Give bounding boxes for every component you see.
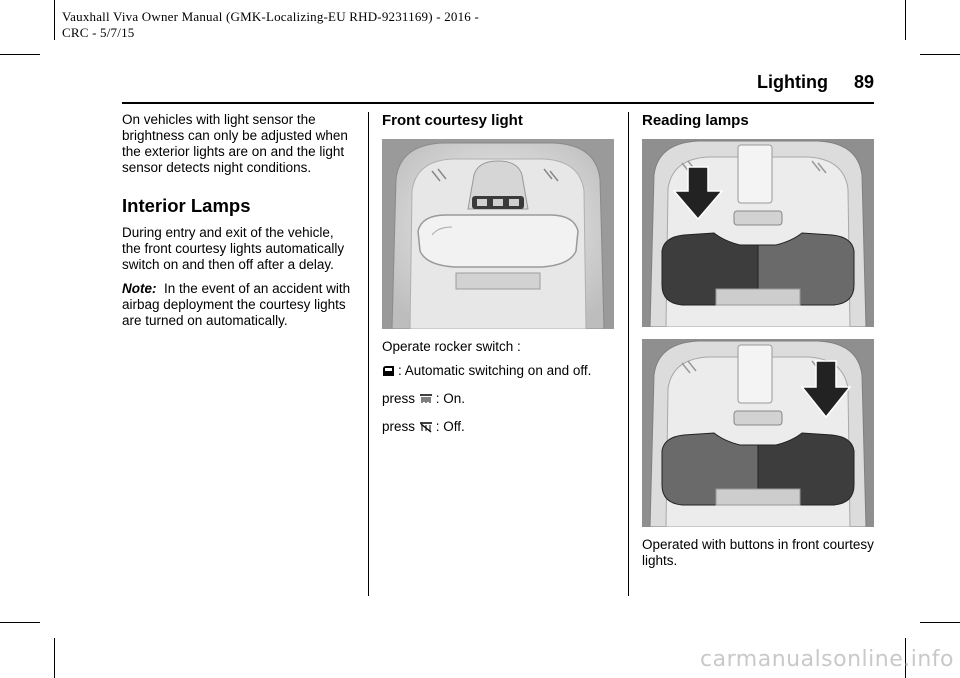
- crop-mark: [0, 54, 40, 55]
- subsection-heading: Front courtesy light: [382, 112, 523, 129]
- column-left: [122, 112, 354, 337]
- crop-mark: [0, 622, 40, 623]
- body-paragraph: During entry and exit of the vehicle, the front courtesy lights automatically switch on and then off after a delay.: [122, 225, 345, 272]
- switch-auto-text: : Automatic switching on and off.: [398, 363, 592, 378]
- light-off-icon: [419, 421, 433, 433]
- figure-caption: Operate rocker switch :: [382, 339, 521, 354]
- light-on-icon: [419, 393, 433, 405]
- crop-mark: [54, 638, 55, 678]
- column-middle: [382, 112, 614, 443]
- switch-off-text: : Off.: [435, 419, 465, 434]
- reading-lamp-right-illustration: [642, 339, 874, 527]
- note-text: In the event of an accident with airbag deployment the courtesy lights are turned on automatically.: [122, 281, 351, 328]
- note-paragraph: [122, 281, 354, 329]
- press-label: press: [382, 419, 416, 434]
- figure-caption: Operated with buttons in front courtesy lights.: [642, 537, 874, 568]
- crop-mark: [920, 622, 960, 623]
- subsection-heading: Reading lamps: [642, 112, 749, 129]
- page-number: 89: [853, 72, 874, 92]
- courtesy-light-illustration: [382, 139, 614, 329]
- meta-line: Vauxhall Viva Owner Manual (GMK-Localizing-EU RHD-9231169) - 2016 -: [62, 9, 479, 24]
- switch-item-auto: [382, 363, 614, 379]
- column-divider: [628, 112, 629, 596]
- press-label: press: [382, 391, 416, 406]
- crop-mark: [54, 0, 55, 40]
- section-heading: Interior Lamps: [122, 195, 251, 216]
- switch-item-on: [382, 391, 614, 407]
- switch-on-text: : On.: [435, 391, 466, 406]
- header-rule: [122, 102, 874, 104]
- column-right: [642, 112, 874, 577]
- crop-mark: [905, 0, 906, 40]
- door-icon: [382, 365, 395, 377]
- column-divider: [368, 112, 369, 596]
- note-label: Note:: [122, 281, 157, 296]
- page-header: [757, 72, 874, 93]
- meta-line: CRC - 5/7/15: [62, 25, 135, 40]
- section-title: Lighting: [756, 72, 828, 92]
- reading-lamp-left-illustration: [642, 139, 874, 327]
- intro-paragraph: On vehicles with light sensor the brightness can only be adjusted when the exterior lights are on and the light sensor detects night conditions.: [122, 112, 348, 175]
- crop-mark: [920, 54, 960, 55]
- document-meta: [62, 9, 479, 41]
- switch-item-off: [382, 419, 614, 435]
- watermark: carmanualsonline.info: [700, 647, 954, 672]
